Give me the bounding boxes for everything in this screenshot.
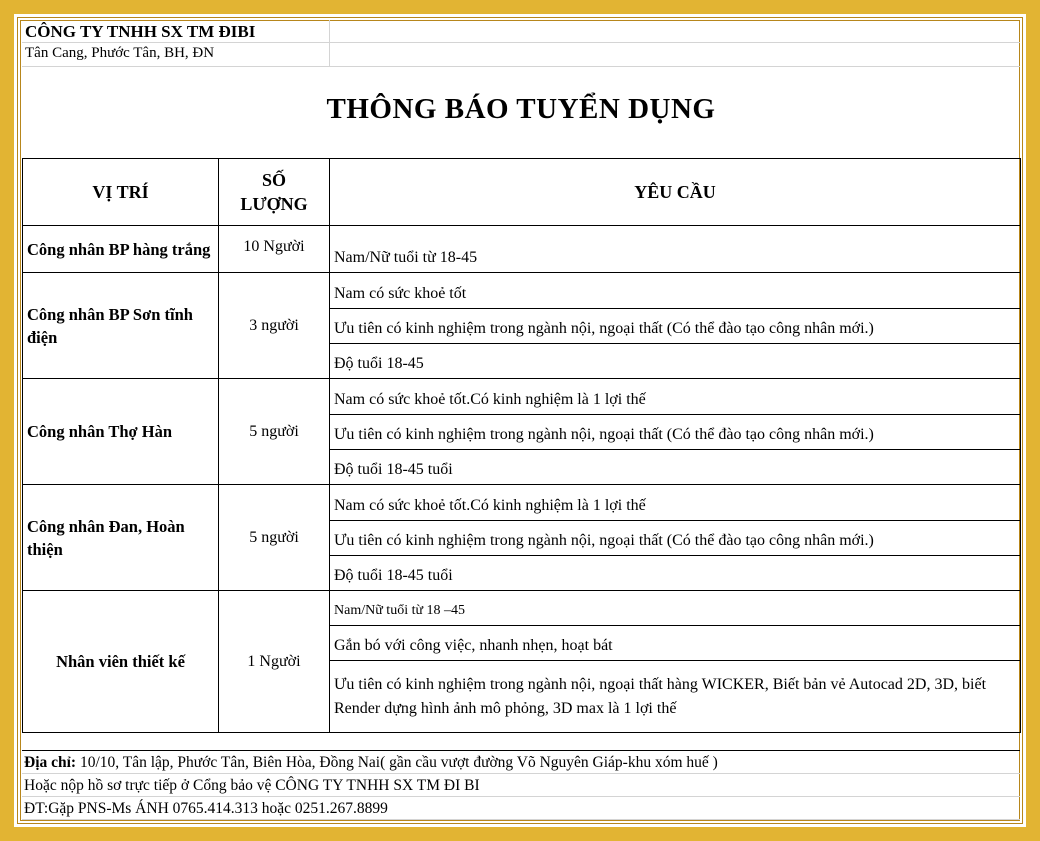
column-header-position: VỊ TRÍ: [23, 159, 219, 226]
sheet-gridline: [22, 42, 1020, 43]
job-position: Công nhân BP Sơn tĩnh điện: [23, 273, 219, 379]
column-header-requirements: YÊU CẦU: [330, 159, 1021, 226]
job-requirement: Độ tuổi 18-45 tuổi: [330, 556, 1021, 591]
page-title: THÔNG BÁO TUYỂN DỤNG: [326, 93, 716, 125]
address-text: 10/10, Tân lập, Phước Tân, Biên Hòa, Đồng Nai( gần cầu vượt đường Võ Nguyên Giáp-khu xóm huế ): [76, 754, 718, 771]
job-quantity: 5 người: [219, 379, 330, 485]
job-quantity: 5 người: [219, 485, 330, 591]
company-address: Tân Cang, Phước Tân, BH, ĐN: [25, 45, 215, 61]
company-name: CÔNG TY TNHH SX TM ĐIBI: [25, 22, 256, 41]
job-requirement: Độ tuổi 18-45: [330, 344, 1021, 379]
job-requirement: Nam/Nữ tuổi từ 18 –45: [330, 591, 1021, 626]
job-position: Công nhân BP hàng trắng: [23, 226, 219, 273]
sheet-gridline: [329, 20, 330, 67]
table-row: [23, 226, 1021, 273]
jobs-table: [22, 158, 1021, 733]
job-quantity: 1 Người: [219, 591, 330, 733]
table-row: [23, 591, 1021, 626]
job-requirement: Nam/Nữ tuổi từ 18-45: [330, 226, 1021, 273]
job-quantity: 10 Người: [219, 226, 330, 273]
job-requirement: Gắn bó với công việc, nhanh nhẹn, hoạt bát: [330, 626, 1021, 661]
quantity-header-line1: SỐ: [261, 170, 286, 190]
job-position: Công nhân Đan, Hoàn thiện: [23, 485, 219, 591]
job-requirement: Độ tuổi 18-45 tuổi: [330, 450, 1021, 485]
job-requirement: Nam có sức khoẻ tốt.Có kinh nghiệm là 1 lợi thế: [330, 379, 1021, 415]
column-header-quantity: [219, 159, 330, 226]
table-row: [23, 485, 1021, 521]
job-requirement: Ưu tiên có kinh nghiệm trong ngành nội, ngoại thất hàng WICKER, Biết bản vẻ Autocad 2D, 3D, biết Render dựng hình ảnh mô phỏng, 3D max là 1 lợi thế: [330, 661, 1021, 733]
job-requirement: Ưu tiên có kinh nghiệm trong ngành nội, ngoại thất (Có thể đào tạo công nhân mới.): [330, 415, 1021, 450]
footer-address-line: [22, 751, 1020, 774]
address-label: Địa chỉ:: [24, 754, 77, 771]
contact-footer: [22, 750, 1020, 820]
job-requirement: Nam có sức khoẻ tốt.Có kinh nghiệm là 1 lợi thế: [330, 485, 1021, 521]
job-quantity: 3 người: [219, 273, 330, 379]
job-position: Nhân viên thiết kế: [23, 591, 219, 733]
quantity-header-line2: LƯỢNG: [240, 194, 308, 214]
recruitment-sheet: [22, 20, 1020, 823]
job-requirement: Ưu tiên có kinh nghiệm trong ngành nội, ngoại thất (Có thể đào tạo công nhân mới.): [330, 309, 1021, 344]
job-requirement: Ưu tiên có kinh nghiệm trong ngành nội, ngoại thất (Có thể đào tạo công nhân mới.): [330, 521, 1021, 556]
table-row: [23, 273, 1021, 309]
table-row: [23, 379, 1021, 415]
job-requirement: Nam có sức khoẻ tốt: [330, 273, 1021, 309]
footer-contact-line: ĐT:Gặp PNS-Ms ÁNH 0765.414.313 hoặc 0251.267.8899: [22, 797, 1020, 820]
footer-apply-line: Hoặc nộp hồ sơ trực tiếp ở Cổng bảo vệ CÔNG TY TNHH SX TM ĐI BI: [22, 774, 1020, 797]
job-position: Công nhân Thợ Hàn: [23, 379, 219, 485]
sheet-gridline: [22, 66, 1020, 67]
table-header-row: [23, 159, 1021, 226]
